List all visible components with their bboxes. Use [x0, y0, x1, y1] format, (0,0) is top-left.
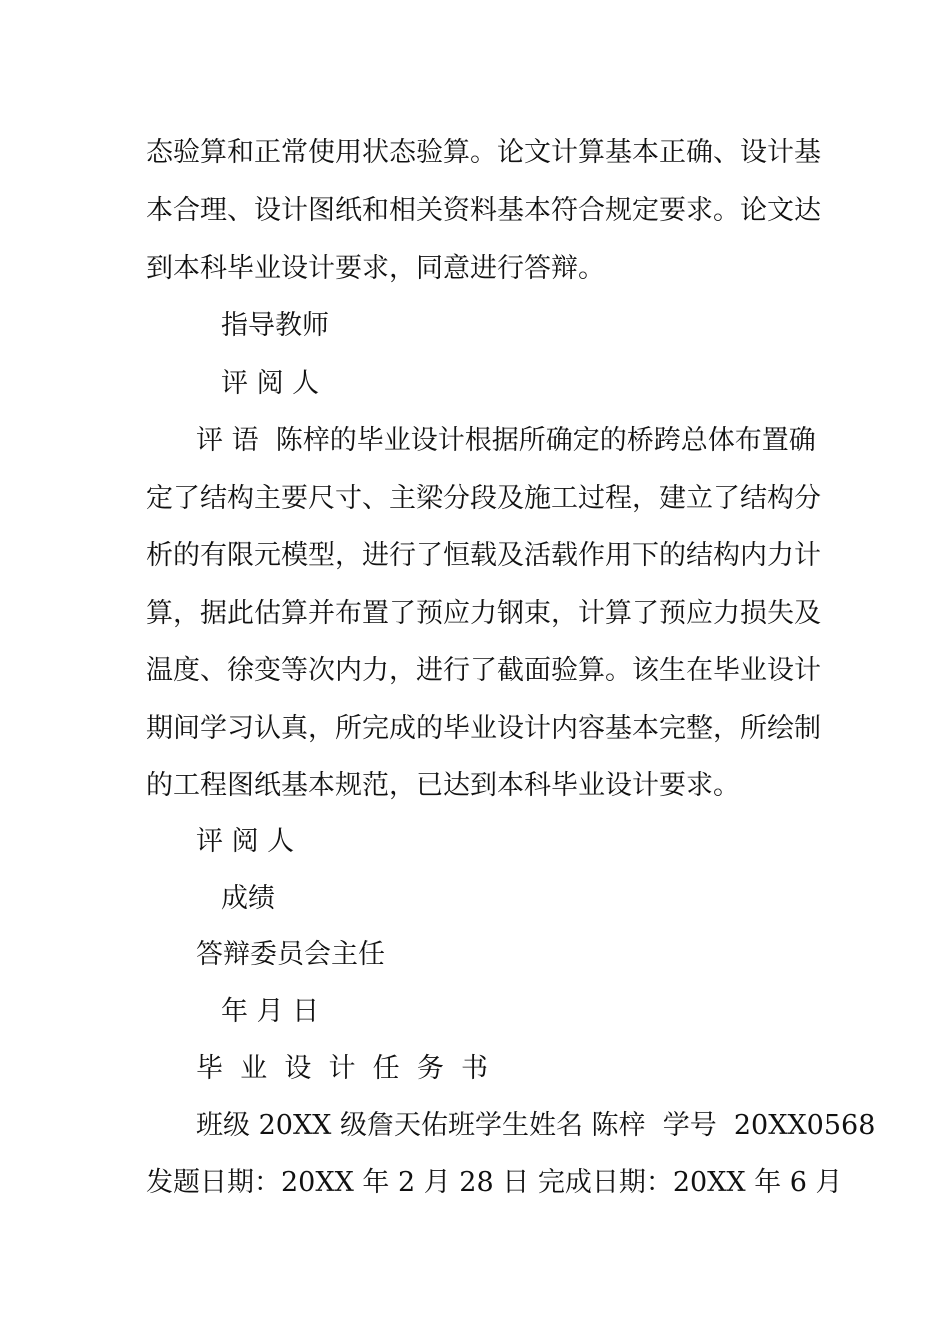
advisor-label: 指导教师 [221, 310, 329, 341]
reviewer-label-second: 评 阅 人 [196, 826, 295, 857]
review-comment-line-7: 的工程图纸基本规范，已达到本科毕业设计要求。 [146, 770, 740, 801]
review-comment-line-6: 期间学习认真，所完成的毕业设计内容基本完整，所绘制 [146, 713, 821, 744]
review-comment-line-1: 评 语 陈梓的毕业设计根据所确定的桥跨总体布置确 [196, 425, 816, 456]
review-comment-line-4: 算，据此估算并布置了预应力钢束，计算了预应力损失及 [146, 598, 821, 629]
committee-chair-label: 答辩委员会主任 [196, 939, 385, 970]
review-comment-line-2: 定了结构主要尺寸、主梁分段及施工过程，建立了结构分 [146, 483, 821, 514]
review-comment-line-5: 温度、徐变等次内力，进行了截面验算。该生在毕业设计 [146, 655, 821, 686]
date-label: 年 月 日 [221, 996, 320, 1027]
review-comment-line-3: 析的有限元模型，进行了恒载及活载作用下的结构内力计 [146, 540, 821, 571]
opening-paragraph-line-3: 到本科毕业设计要求，同意进行答辩。 [146, 253, 605, 284]
score-label: 成绩 [221, 883, 275, 914]
task-book-title: 毕 业 设 计 任 务 书 [196, 1053, 488, 1084]
opening-paragraph-line-1: 态验算和正常使用状态验算。论文计算基本正确、设计基 [146, 137, 821, 168]
dates-line: 发题日期：20XX 年 2 月 28 日 完成日期：20XX 年 6 月 [146, 1167, 843, 1198]
reviewer-label-first: 评 阅 人 [221, 368, 320, 399]
opening-paragraph-line-2: 本合理、设计图纸和相关资料基本符合规定要求。论文达 [146, 195, 821, 226]
student-info-line: 班级 20XX 级詹天佑班学生姓名 陈梓 学号 20XX0568 [196, 1110, 876, 1141]
